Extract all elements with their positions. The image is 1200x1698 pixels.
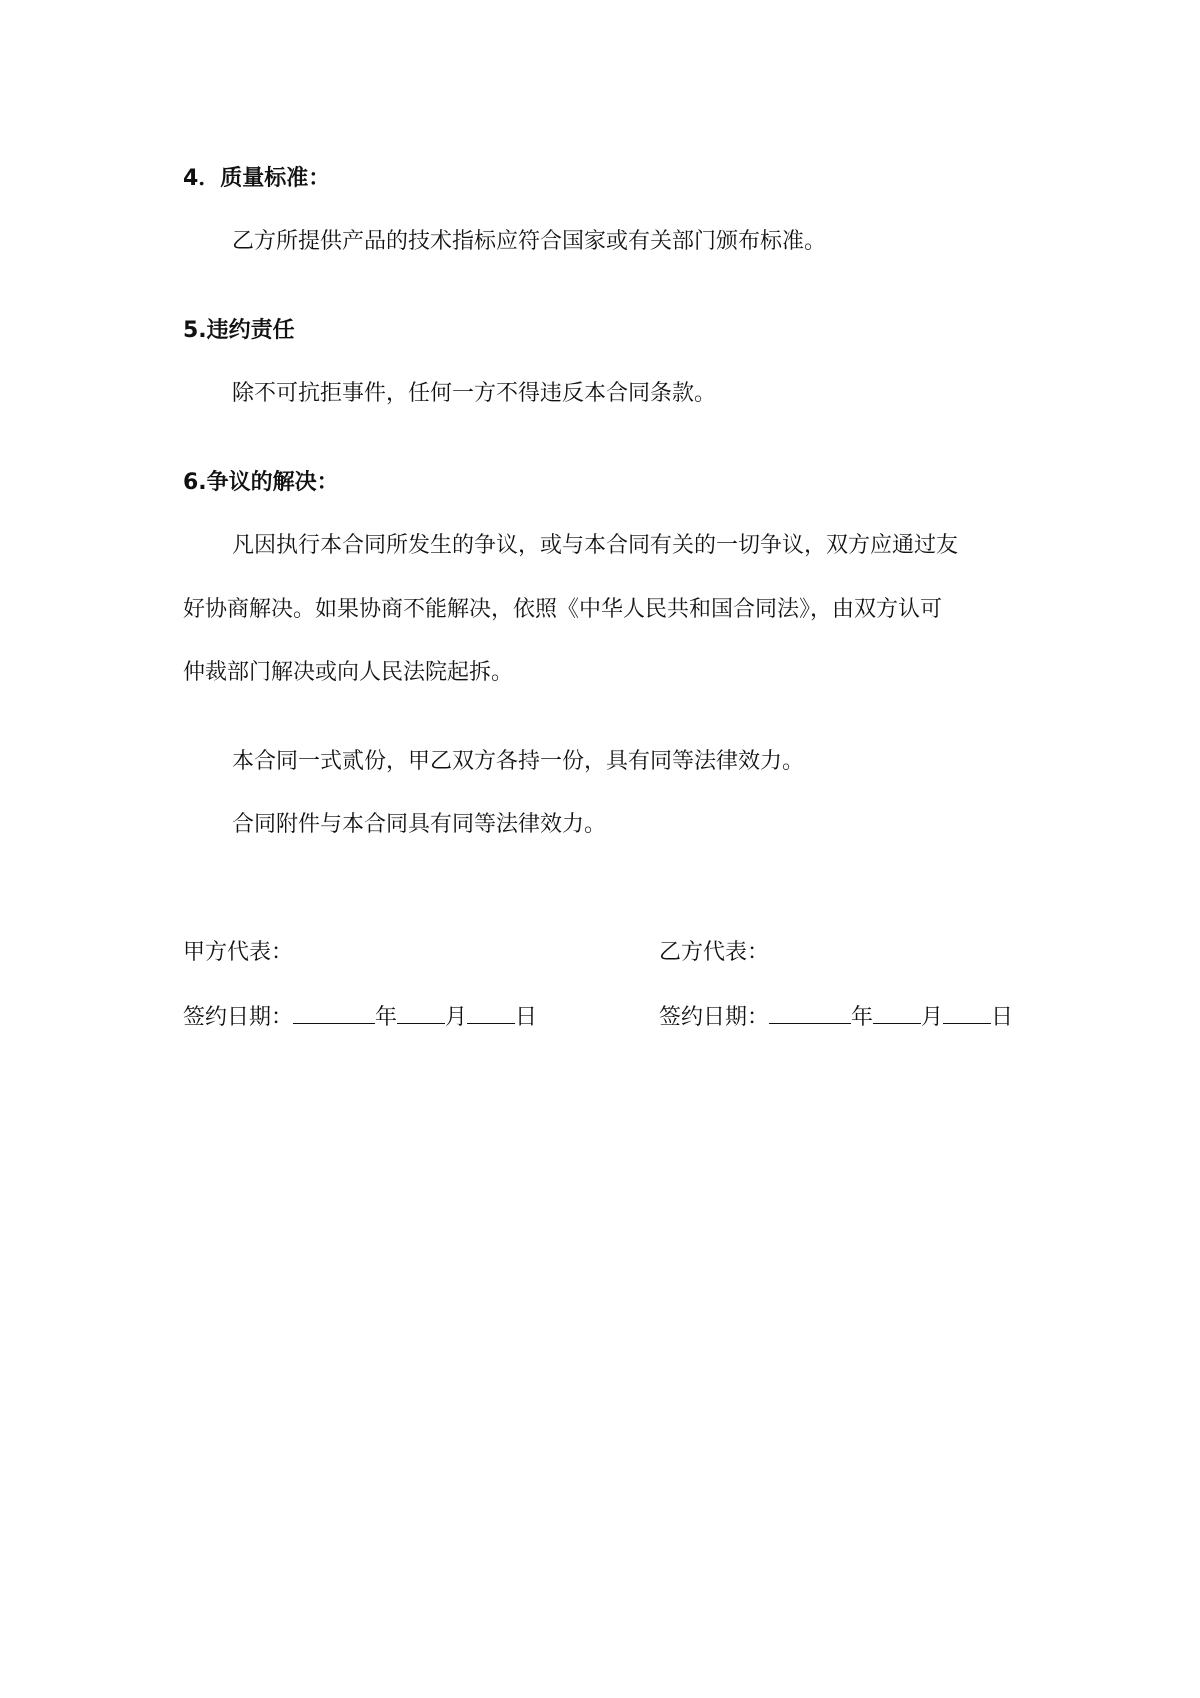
- party-a-representative-label: 甲方代表：: [183, 940, 294, 965]
- closing-attachment-statement: 合同附件与本合同具有同等法律效力。: [232, 812, 607, 837]
- party-b-year-label: 年: [851, 1005, 874, 1030]
- party-b-signing-date: [659, 1001, 1013, 1033]
- section-text-dispute-line-1: 凡因执行本合同所发生的争议，或与本合同有关的一切争议，双方应通过友: [232, 533, 959, 558]
- party-b-day-blank[interactable]: [943, 1001, 991, 1024]
- party-a-year-label: 年: [375, 1005, 398, 1030]
- party-a-month-label: 月: [445, 1005, 468, 1030]
- closing-copies-statement: 本合同一式贰份，甲乙双方各持一份，具有同等法律效力。: [232, 749, 805, 774]
- party-b-year-blank[interactable]: [769, 1001, 851, 1024]
- party-a-date-label: 签约日期：: [183, 1005, 294, 1030]
- party-b-day-label: 日: [991, 1005, 1014, 1030]
- section-text-dispute-line-2: 好协商解决。如果协商不能解决，依照《中华人民共和国合同法》，由双方认可: [183, 597, 943, 622]
- section-text-breach-liability: 除不可抗拒事件，任何一方不得违反本合同条款。: [232, 381, 717, 406]
- party-a-month-blank[interactable]: [397, 1001, 445, 1024]
- party-b-representative-label: 乙方代表：: [659, 940, 770, 965]
- party-a-day-blank[interactable]: [467, 1001, 515, 1024]
- party-b-month-blank[interactable]: [873, 1001, 921, 1024]
- party-a-day-label: 日: [515, 1005, 538, 1030]
- party-b-month-label: 月: [921, 1005, 944, 1030]
- section-heading-dispute-resolution: 6.争议的解决：: [183, 470, 339, 495]
- section-heading-breach-liability: 5.违约责任: [183, 318, 295, 343]
- party-a-year-blank[interactable]: [293, 1001, 375, 1024]
- section-heading-quality-standard: 4．质量标准：: [183, 166, 331, 191]
- section-text-dispute-line-3: 仲裁部门解决或向人民法院起拆。: [183, 660, 514, 685]
- party-a-signing-date: [183, 1001, 537, 1033]
- section-text-quality-standard: 乙方所提供产品的技术指标应符合国家或有关部门颁布标准。: [232, 229, 827, 254]
- party-b-date-label: 签约日期：: [659, 1005, 770, 1030]
